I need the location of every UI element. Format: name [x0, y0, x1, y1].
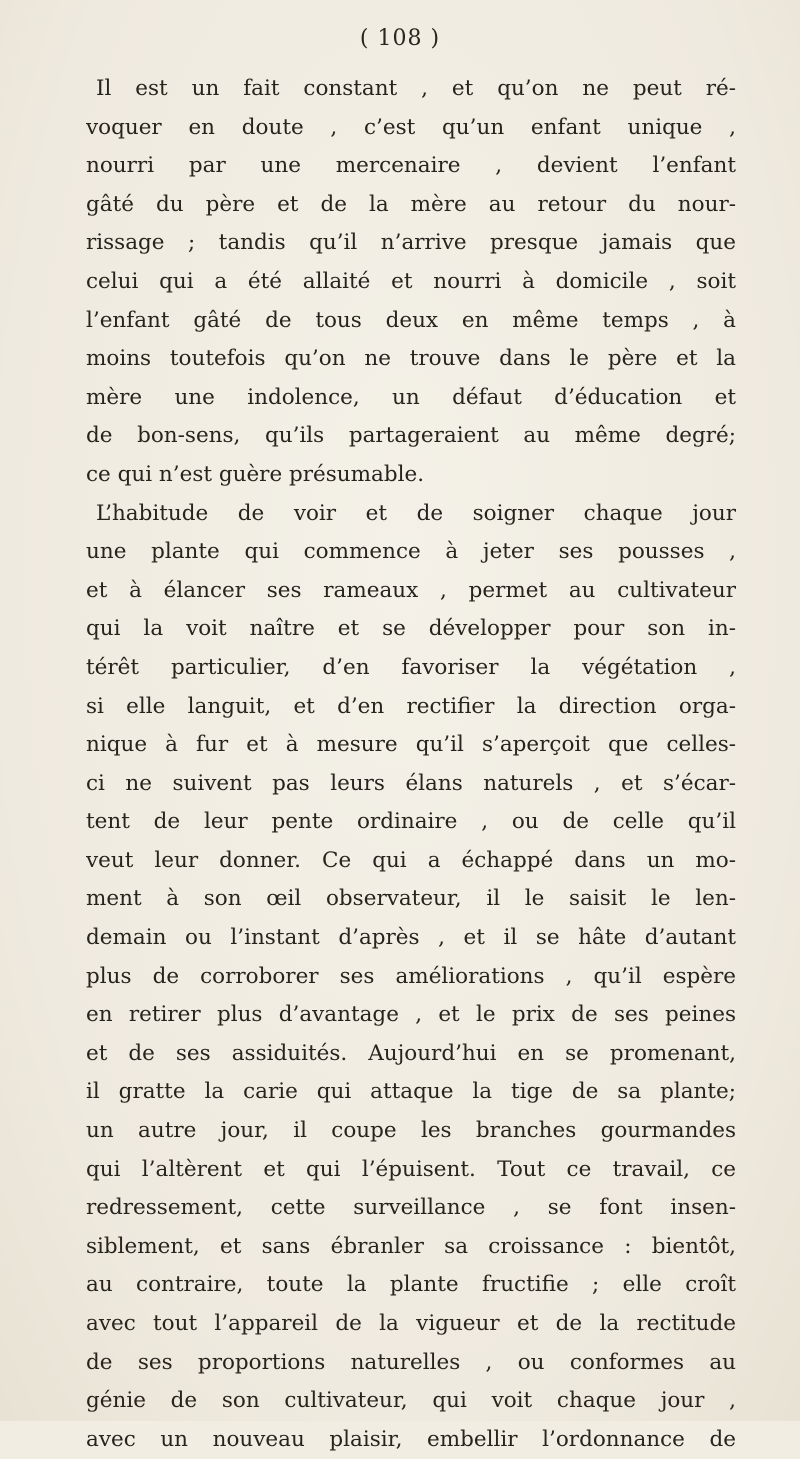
text-line: ci ne suivent pas leurs élans naturels , et s’écar- — [86, 770, 736, 796]
text-line: tent de leur pente ordinaire , ou de celle qu’il — [86, 809, 736, 835]
text-line: L’habitude de voir et de soigner chaque jour — [96, 500, 736, 526]
body-text — [86, 70, 736, 1459]
text-line: ce qui n’est guère présumable. — [86, 461, 425, 487]
text-line: avec tout l’appareil de la vigueur et de la rectitude — [86, 1311, 736, 1336]
text-line: redressement, cette surveillance , se font insen- — [86, 1195, 736, 1221]
text-line: avec un nouveau plaisir, embellir l’ordonnance de — [86, 1426, 736, 1452]
text-line: de bon-sens, qu’ils partageraient au même degré; — [86, 423, 736, 449]
text-line: qui la voit naître et se développer pour son in- — [86, 616, 736, 642]
text-line: gâté du père et de la mère au retour du nour- — [86, 191, 736, 217]
text-line: une plante qui commence à jeter ses pousses , — [86, 539, 736, 565]
text-line: et à élancer ses rameaux , permet au cultivateur — [86, 577, 736, 603]
text-line: l’enfant gâté de tous deux en même temps , à — [86, 307, 736, 333]
text-line: qui l’altèrent et qui l’épuisent. Tout ce travail, ce — [86, 1156, 736, 1182]
text-line: plus de corroborer ses améliorations , qu’il espère — [86, 963, 736, 989]
text-line: et de ses assiduités. Aujourd’hui en se promenant, — [86, 1040, 736, 1066]
text-line: de ses proportions naturelles , ou conformes au — [86, 1349, 736, 1375]
text-line: il gratte la carie qui attaque la tige de sa plante; — [86, 1079, 736, 1105]
text-line: rissage ; tandis qu’il n’arrive presque jamais que — [86, 230, 736, 256]
text-line: au contraire, toute la plante fructifie ; elle croît — [86, 1272, 736, 1298]
text-line: siblement, et sans ébranler sa croissance : bientôt, — [86, 1233, 736, 1259]
text-line: veut leur donner. Ce qui a échappé dans un mo- — [86, 847, 736, 873]
text-line: ment à son œil observateur, il le saisit le len- — [86, 886, 736, 912]
text-line: un autre jour, il coupe les branches gourmandes — [86, 1118, 736, 1144]
text-line: si elle languit, et d’en rectifier la direction orga- — [86, 693, 736, 719]
text-line: moins toutefois qu’on ne trouve dans le père et la — [86, 346, 736, 372]
text-line: celui qui a été allaité et nourri à domicile , soit — [86, 268, 736, 294]
text-line: génie de son cultivateur, qui voit chaque jour , — [86, 1388, 736, 1414]
text-line: nourri par une mercenaire , devient l’enfant — [86, 153, 736, 179]
page-number: ( 108 ) — [359, 26, 441, 51]
text-line: voquer en doute , c’est qu’un enfant unique , — [86, 114, 736, 140]
text-line: nique à fur et à mesure qu’il s’aperçoit que celles- — [86, 732, 736, 758]
text-line: demain ou l’instant d’après , et il se hâte d’autant — [86, 925, 736, 951]
text-line: Il est un fait constant , et qu’on ne peut ré- — [96, 76, 736, 101]
text-line: térêt particulier, d’en favoriser la végétation , — [86, 654, 736, 680]
text-line: mère une indolence, un défaut d’éducation et — [86, 384, 736, 410]
text-line: en retirer plus d’avantage , et le prix de ses peines — [86, 1002, 736, 1028]
